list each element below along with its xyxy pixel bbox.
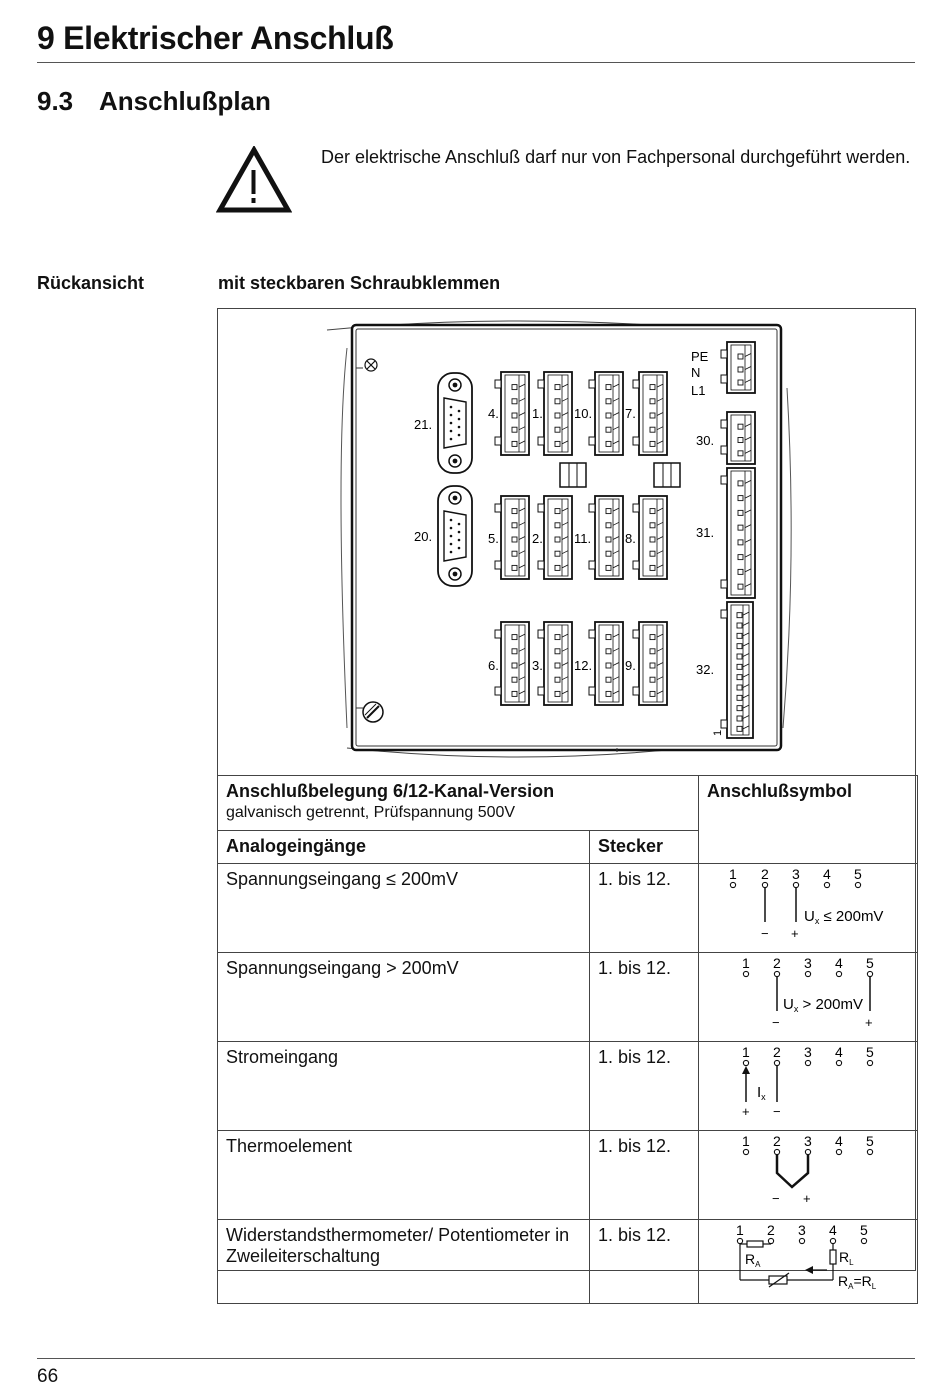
- symbol-header: Anschlußsymbol: [699, 776, 918, 864]
- svg-text:−: −: [761, 926, 769, 941]
- pin-terminal: [867, 971, 872, 976]
- terminal-block: [495, 622, 529, 705]
- input-name: Widerstandsthermometer/ Potentiometer in Zweileiterschaltung: [218, 1220, 590, 1304]
- svg-text:+: +: [791, 926, 799, 941]
- symbol-cell: [699, 1131, 918, 1220]
- table-row: [218, 1220, 918, 1304]
- connector-label: 12.: [574, 658, 593, 673]
- table-title: Anschlußbelegung 6/12-Kanal-Version: [226, 781, 555, 801]
- connector-label: 4.: [488, 406, 499, 421]
- input-name: Spannungseingang > 200mV: [218, 953, 590, 1042]
- pin-terminal: [836, 1149, 841, 1154]
- l1-label: L1: [691, 383, 706, 398]
- pin-terminal: [743, 971, 748, 976]
- col-header-inputs: Analogeingänge: [218, 831, 590, 864]
- rear-view-variant: mit steckbaren Schraubklemmen: [218, 273, 501, 293]
- pin-terminal: [768, 1238, 773, 1243]
- pin-terminal: [799, 1238, 804, 1243]
- connector-label-32: 32.: [696, 662, 715, 677]
- pin-terminal: [743, 1149, 748, 1154]
- pin-label: 5: [860, 1222, 868, 1238]
- n-label: N: [691, 365, 701, 380]
- pin-label: 5: [866, 955, 874, 971]
- connector-label: 3.: [532, 658, 543, 673]
- separator-block: [560, 463, 586, 487]
- pin-terminal: [793, 882, 798, 887]
- col-header-connector: Stecker: [590, 831, 699, 864]
- pin-terminal: [836, 971, 841, 976]
- connector-range: 1. bis 12.: [590, 1220, 699, 1304]
- pin-terminal: [762, 882, 767, 887]
- symbol-cell: [699, 1220, 918, 1304]
- pin-terminal: [867, 1149, 872, 1154]
- svg-text:+: +: [803, 1191, 811, 1206]
- connector-range: 1. bis 12.: [590, 1131, 699, 1220]
- pin-label: 1: [742, 1044, 750, 1060]
- pin-label: 4: [835, 1044, 843, 1060]
- pin-label: 4: [835, 1133, 843, 1149]
- connector-label: 9.: [625, 658, 636, 673]
- pin-terminal: [805, 1060, 810, 1065]
- connector-label: 2.: [532, 531, 543, 546]
- connector-label: 5.: [488, 531, 499, 546]
- warning-triangle-icon: [216, 146, 292, 214]
- dsub-connector-21: [438, 373, 472, 473]
- connector-label-30: 30.: [696, 433, 715, 448]
- pin-label: 1: [729, 866, 737, 882]
- screw-icon: [363, 702, 383, 722]
- connector-label-21: 21.: [414, 417, 433, 432]
- connector-label: 10.: [574, 406, 593, 421]
- table-row: [218, 1131, 918, 1220]
- pin-terminal: [855, 882, 860, 887]
- pin-terminal: [867, 1060, 872, 1065]
- pin-label: 5: [854, 866, 862, 882]
- connector-range: 1. bis 12.: [590, 864, 699, 953]
- pin-label: 2: [773, 1044, 781, 1060]
- pin-label: 5: [866, 1044, 874, 1060]
- pin-label: 1: [742, 955, 750, 971]
- connector-range: 1. bis 12.: [590, 1042, 699, 1131]
- voltage-low-symbol: [699, 864, 918, 947]
- footer-divider: [37, 1358, 915, 1359]
- connector-label: 11.: [574, 531, 592, 546]
- section-number: 9.3: [37, 86, 74, 116]
- rtd-two-wire-symbol: [699, 1220, 918, 1298]
- table-subtitle: galvanisch getrennt, Prüfspannung 500V: [226, 804, 516, 821]
- pin-label: 2: [773, 955, 781, 971]
- pin-terminal: [861, 1238, 866, 1243]
- screw-icon: [365, 359, 377, 371]
- pin-label: 4: [829, 1222, 837, 1238]
- connection-table: [217, 775, 918, 1304]
- svg-text:Ux ≤ 200mV: $U_x \le 200mV$: [804, 908, 884, 926]
- warning-text: Der elektrische Anschluß darf nur von Fachpersonal durchgeführt werden.: [321, 147, 911, 167]
- svg-text:−: −: [773, 1104, 781, 1119]
- device-rear-view: [217, 308, 916, 775]
- pe-label: PE: [691, 349, 709, 364]
- section-heading: Anschlußplan: [99, 86, 271, 116]
- svg-text:−: −: [772, 1191, 780, 1206]
- svg-text:RA: $R_A$: [745, 1251, 761, 1269]
- pin-label: 2: [761, 866, 769, 882]
- pin-terminal: [730, 882, 735, 887]
- pin-label: 3: [798, 1222, 806, 1238]
- pin-terminal: [774, 1149, 779, 1154]
- pin-terminal: [830, 1238, 835, 1243]
- separator-block: [654, 463, 680, 487]
- thermocouple-symbol: [699, 1131, 918, 1214]
- pin-label: 5: [866, 1133, 874, 1149]
- pin-terminal: [743, 1060, 748, 1065]
- current-symbol: [699, 1042, 918, 1125]
- svg-text:RA=RL: $R_A=R_L$: [838, 1273, 877, 1291]
- svg-text:−: −: [772, 1015, 780, 1030]
- header-divider: [37, 62, 915, 63]
- connector-label: 7.: [625, 406, 636, 421]
- pin-label: 4: [823, 866, 831, 882]
- pin-terminal: [805, 1149, 810, 1154]
- svg-text:Ix: $I_x$: [757, 1084, 766, 1102]
- pin-label: 3: [792, 866, 800, 882]
- table-row: [218, 953, 918, 1042]
- symbol-cell: [699, 1042, 918, 1131]
- table-title-cell: [218, 776, 699, 831]
- pin-terminal: [774, 1060, 779, 1065]
- symbol-cell: [699, 953, 918, 1042]
- connector-label-31: 31.: [696, 525, 715, 540]
- pin-one-marker: 1: [712, 729, 724, 736]
- pin-terminal: [824, 882, 829, 887]
- connector-label-20: 20.: [414, 529, 433, 544]
- pin-terminal: [774, 971, 779, 976]
- chapter-title: 9 Elektrischer Anschluß: [37, 20, 394, 56]
- svg-text:+: +: [742, 1104, 750, 1119]
- pin-terminal: [836, 1060, 841, 1065]
- pin-terminal: [737, 1238, 742, 1243]
- connector-label: 8.: [625, 531, 636, 546]
- voltage-high-symbol: [699, 953, 918, 1036]
- connector-label: 1.: [532, 406, 543, 421]
- input-name: Spannungseingang ≤ 200mV: [218, 864, 590, 953]
- pin-label: 2: [767, 1222, 775, 1238]
- pin-terminal: [805, 971, 810, 976]
- dsub-connector-20: [438, 486, 472, 586]
- rear-view-label: Rückansicht: [37, 273, 145, 293]
- svg-text:+: +: [865, 1015, 873, 1030]
- page-number: 66: [37, 1366, 59, 1387]
- pin-label: 3: [804, 955, 812, 971]
- pin-label: 3: [804, 1133, 812, 1149]
- table-row: [218, 864, 918, 953]
- symbol-cell: [699, 864, 918, 953]
- section-title: [37, 86, 271, 117]
- pin-label: 2: [773, 1133, 781, 1149]
- input-name: Thermoelement: [218, 1131, 590, 1220]
- pin-label: 1: [736, 1222, 744, 1238]
- table-row: [218, 1042, 918, 1131]
- pin-label: 1: [742, 1133, 750, 1149]
- terminal-block: [495, 496, 529, 579]
- svg-text:RL: $R_L$: [839, 1249, 854, 1267]
- svg-text:Ux > 200mV: $U_x > 200mV$: [783, 996, 863, 1014]
- terminal-block: [495, 372, 529, 455]
- connector-label: 6.: [488, 658, 499, 673]
- pin-label: 3: [804, 1044, 812, 1060]
- connector-range: 1. bis 12.: [590, 953, 699, 1042]
- pin-label: 4: [835, 955, 843, 971]
- input-name: Stromeingang: [218, 1042, 590, 1131]
